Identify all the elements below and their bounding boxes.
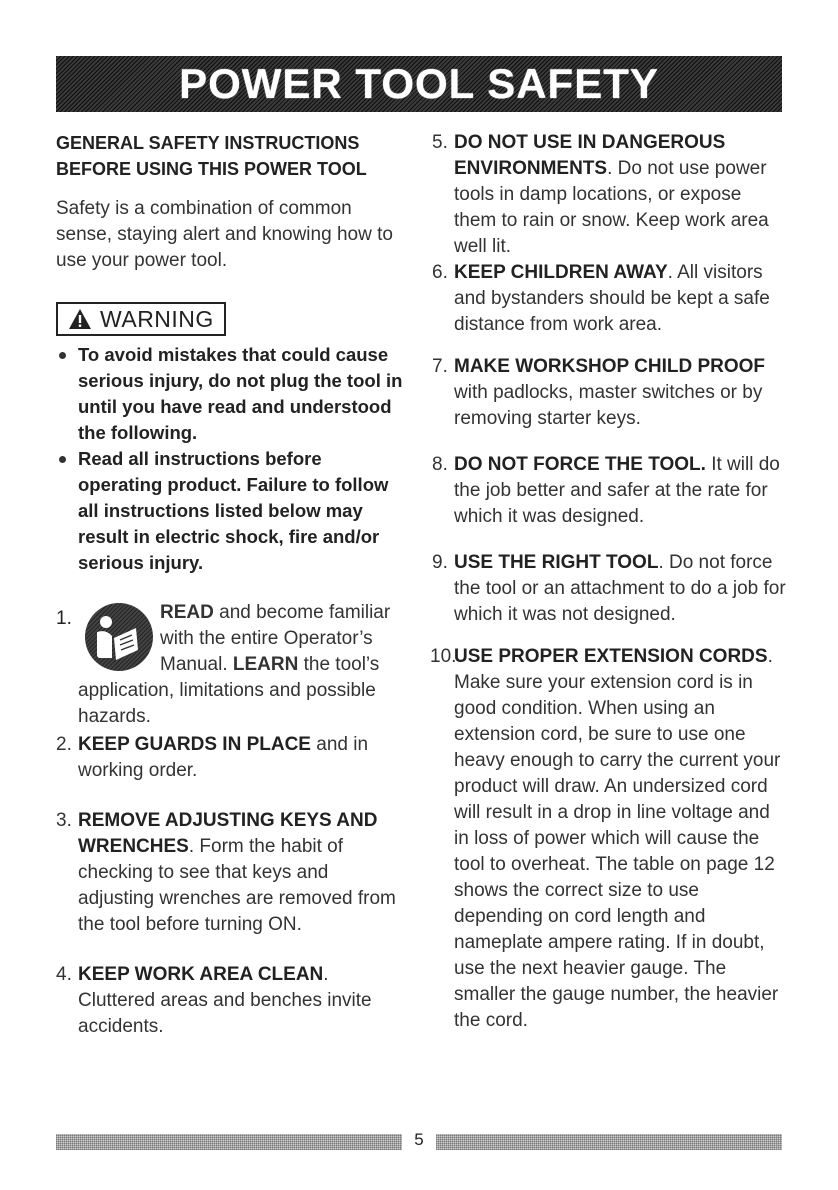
list-item-2: 2. KEEP GUARDS IN PLACE and in working order.: [56, 734, 369, 781]
item-1-text: READ and become familiar with the entire Operator’s Manual. LEARN the tool’s: [160, 602, 391, 675]
item-number: 5.: [432, 132, 448, 153]
list-item-3: 3. REMOVE ADJUSTING KEYS AND WRENCHES. Form the habit of checking to see that keys and adjusting wrenches are removed from the tool before turning ON.: [56, 810, 396, 935]
intro-paragraph: Safety is a combination of common sense, staying alert and knowing how to use your power tool.: [56, 198, 393, 271]
item-number: 6.: [432, 262, 448, 283]
footer-bar-left: [56, 1134, 402, 1150]
read-manual-icon: [84, 602, 154, 672]
page-number: 5: [414, 1130, 424, 1149]
item-number: 8.: [432, 454, 448, 475]
title-banner: [56, 56, 782, 112]
list-item-4: 4. KEEP WORK AREA CLEAN. Cluttered areas and benches invite accidents.: [56, 964, 372, 1037]
left-column: [56, 130, 408, 1040]
footer-bar-right: [436, 1134, 782, 1150]
list-item-6: 6. KEEP CHILDREN AWAY. All visitors and bystanders should be kept a safe distance from work area.: [432, 262, 770, 335]
warning-label-box: [56, 302, 226, 336]
warning-triangle-icon: [68, 308, 92, 330]
page-title: POWER TOOL SAFETY: [179, 60, 659, 107]
item-number: 2.: [56, 734, 72, 755]
list-item-9: 9. USE THE RIGHT TOOL. Do not force the tool or an attachment to do a job for which it was not designed.: [432, 552, 786, 625]
warning-bullet-2: Read all instructions before operating product. Failure to follow all instructions listed below may result in electric shock, fire and/or serious injury.: [56, 446, 408, 576]
list-item-8: 8. DO NOT FORCE THE TOOL. It will do the job better and safer at the rate for which it was designed.: [432, 454, 780, 527]
item-number: 9.: [432, 552, 448, 573]
list-item-1: [56, 600, 408, 727]
item-number: 3.: [56, 810, 72, 831]
right-column: [432, 130, 788, 1034]
item-number: 10.: [430, 646, 457, 667]
item-number: 7.: [432, 356, 448, 377]
list-item-5: 5. DO NOT USE IN DANGEROUS ENVIRONMENTS. Do not use power tools in damp locations, or expose them to rain or snow. Keep work area well lit.: [432, 132, 769, 257]
warning-bullet-1: To avoid mistakes that could cause serious injury, do not plug the tool in until you have read and understood the following.: [56, 342, 408, 446]
item-1-text-cont: application, limitations and possible hazards.: [78, 680, 376, 727]
warning-bullets: [56, 342, 408, 576]
list-item-10: 10. USE PROPER EXTENSION CORDS. Make sure your extension cord is in good condition. When using an extension cord, be sure to use one heavy enough to carry the current your product will draw. An undersized cord will result in a drop in line voltage and in loss of power which will cause the tool to overheat. The table on page 12 shows the correct size to use depending on cord length and nameplate ampere rating. If in doubt, use the next heavier gauge. The smaller the gauge number, the heavier the cord.: [430, 646, 781, 1031]
warning-label: WARNING: [100, 306, 214, 332]
section-heading: GENERAL SAFETY INSTRUCTIONS BEFORE USING THIS POWER TOOL: [56, 133, 367, 179]
list-item-7: 7. MAKE WORKSHOP CHILD PROOF with padlocks, master switches or by removing starter keys.: [432, 356, 766, 429]
item-number: 4.: [56, 964, 72, 985]
item-number: 1.: [56, 608, 72, 629]
